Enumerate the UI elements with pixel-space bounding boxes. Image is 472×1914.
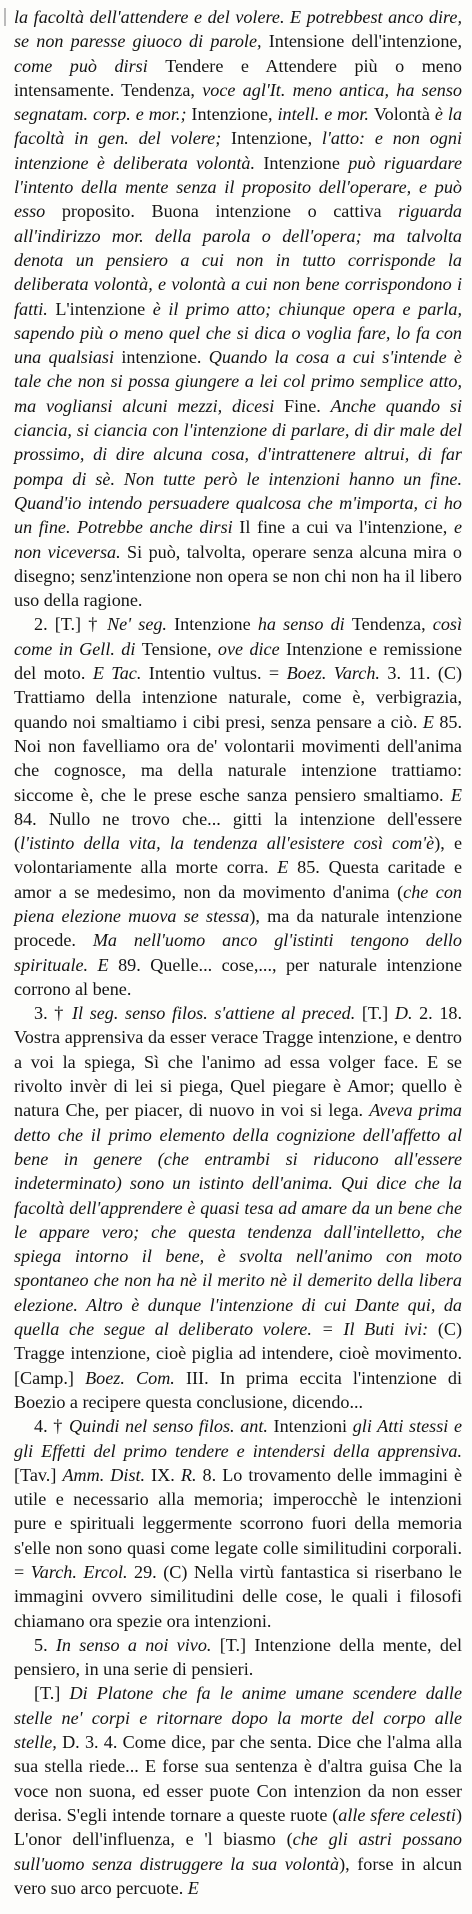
text-segment: ), ma da naturale intenzione procede.: [14, 905, 462, 951]
text-segment: voce agl'It. meno antica, ha senso segnatam. corp. e mor.;: [14, 79, 462, 125]
text-segment: 85. Questa caritade e amor a se medesimo, non da movimento d'anima (: [14, 857, 462, 902]
text-segment: 3. †: [34, 1003, 72, 1024]
text-segment: intenzione.: [121, 347, 209, 368]
text-segment: 3. 11. (C) Trattiamo della intenzione naturale, come è, verbigrazia, quando noi smaltiamo i cibi presi, senza pensare a ciò.: [14, 663, 462, 732]
text-segment: Volontà: [373, 104, 435, 125]
text-column: [14, 5, 462, 1900]
entry-4: [14, 1414, 462, 1633]
text-segment: gli Atti stessi e gli Effetti del primo tendere e intendersi della apprensiva.: [14, 1416, 463, 1461]
text-segment: Anche quando si ciancia, si ciancia con l'intenzione di parlare, di dir male del prossimo, di dire alcuna cosa, d'intrattenere altrui, di far pompa di sè. Non tutte però le intenzioni hanno un fine. Quand'io intendo persuadere qualcosa che m'importa, ci ho un fine. Potrebbe anche dirsi: [14, 395, 462, 538]
text-segment: [Tav.]: [14, 1464, 63, 1485]
text-segment: che gli astri possano sull'uomo senza distruggere la sua volontà: [14, 1829, 462, 1874]
entry-3: [14, 1001, 462, 1414]
entry-5: [14, 1633, 462, 1682]
text-segment: Varch. Ercol.: [30, 1562, 135, 1582]
text-segment: è il primo atto; chiunque opera e parla, sapendo più o meno quel che si dica o voglia fare, lo fa con una qualsiasi: [14, 298, 462, 368]
text-segment: Aveva prima detto che il primo elemento della cognizione dell'affetto al bene in genere (che entrambi si riducono all'essere indeterminato) sono un istinto dell'anima. Qui dice che la facoltà dell'apprendere è quasi tesa ad amare da un bene che le appare vero; che questa tendenza dall'intelletto, che spiega intorno il bene, è svolta nell'animo con moto spontaneo che non ha nè il merito nè il demerito della libera elezione. Altro è dunque l'intenzione di cui Dante qui, da quella che segue al deliberato volere. =: [14, 1100, 462, 1340]
text-segment: Buona intenzione o cattiva: [151, 201, 399, 222]
text-segment: E: [450, 784, 462, 805]
text-segment: E: [277, 857, 298, 878]
entry-5-platone: [14, 1681, 462, 1900]
text-segment: IX.: [151, 1464, 181, 1485]
text-segment: E: [422, 711, 440, 732]
text-segment: così come in Gell. di: [14, 614, 463, 659]
text-segment: 84. Nullo ne trovo che... gitti la intenzione dell'essere (: [14, 808, 462, 854]
text-segment: Intenzione,: [191, 104, 278, 125]
text-segment: 8. Lo trovamento delle immagini è utile e necessario alla memoria; imperocchè le intenzioni pure e spirituali leggermente scorrono fuori della memoria s'elle non sono quasi come legate colle similitudini corporali. =: [14, 1464, 463, 1582]
text-segment: Quando la cosa a cui s'intende è tale che non si possa giungere a lei col primo semplice atto, ma vogliansi alcuni mezzi, dicesi: [14, 347, 462, 416]
text-segment: 2. [T.] †: [34, 614, 108, 635]
text-segment: Intenzioni: [273, 1416, 353, 1437]
text-segment: Tendenza,: [351, 614, 433, 635]
text-segment: D. 3. 4. Come dice, par che senta. Dice che l'alma alla sua stella riede... E forse sua sentenza è d'altra guisa Che la voce non suona, ed esser puote Con intenzion da non esser derisa. S'egli intende tornare a queste ruote (: [14, 1732, 463, 1825]
text-segment: E: [187, 1877, 199, 1898]
text-segment: Boez. Varch.: [286, 663, 388, 684]
text-segment: Ma nell'uomo anco gl'istinti tengono dello spirituale. E: [14, 930, 462, 975]
text-segment: e non viceversa.: [14, 517, 462, 562]
text-segment: riguarda all'indirizzo mor. della parola o dell'opera; ma talvolta denota un pensiero a cui non in tutto corrisponde la deliberata volontà, e volontà a cui non bene corrispondono i fatti.: [14, 201, 462, 319]
text-segment: può riguardare l'intento della mente senza il proposito dell'operare, e può esso: [14, 152, 462, 222]
text-segment: Intensione dell'intenzione,: [268, 31, 462, 52]
text-segment: ha senso di: [257, 614, 352, 635]
entry-intro: [14, 5, 462, 612]
text-segment: ove dice: [217, 638, 287, 659]
text-segment: Tensione,: [141, 638, 218, 659]
text-segment: Di Platone che fa le anime umane scendere dalle stelle ne' corpi e ritornare dopo la morte del corpo alle stelle,: [14, 1683, 463, 1753]
text-segment: Tendere e Attendere più o meno intensamente. Tendenza,: [14, 55, 462, 100]
text-segment: [T.] Intenzione della mente, del pensiero, in una serie di pensieri.: [14, 1634, 462, 1680]
text-segment: Intentio vultus. =: [148, 663, 287, 684]
text-segment: che con piena elezione muova se stessa: [14, 881, 462, 926]
text-segment: l'atto: e non ogni intenzione è deliberata volontà.: [14, 128, 462, 173]
text-segment: Il Buti ivi:: [343, 1319, 438, 1340]
text-segment: Il seg. senso filos. s'attiene al preced.: [72, 1003, 362, 1024]
text-segment: 4. †: [34, 1416, 70, 1437]
text-segment: 29. (C) Nella virtù fantastica si riserbano le immagini ovvero similitudini delle cose, le quali i filosofi chiamano ora spezie ora intenzioni.: [14, 1562, 462, 1631]
text-segment: [T.]: [34, 1683, 70, 1704]
text-segment: III. In prima eccita l'intenzione di Boezio a recipere questa conclusione, dicendo...: [14, 1367, 462, 1412]
text-segment: Boez. Com.: [85, 1367, 186, 1388]
text-segment: 2. 18. Vostra apprensiva da esser verace Tragge intenzione, e dentro a voi la spiega, Sì che l'animo ad essa volger face. E se rivolto invèr di lei si piega, Quel piegare è Amor; quello è natura Che, per piacer, di nuovo in voi si lega.: [14, 1003, 463, 1121]
text-segment: proposito.: [61, 201, 152, 222]
text-segment: L'intenzione: [55, 298, 153, 319]
text-segment: Intenzione: [263, 152, 349, 173]
page-edge-mark: [4, 8, 6, 26]
text-segment: ) L'onor dell'influenza, e 'l biasmo (: [14, 1804, 462, 1850]
text-segment: Quindi nel senso filos. ant.: [69, 1416, 274, 1437]
entry-2: [14, 612, 462, 1001]
text-segment: ), e volontariamente alla morte corra.: [14, 833, 462, 878]
text-segment: 89. Quelle... cose,..., per naturale intenzione corrono al bene.: [14, 954, 462, 999]
text-segment: (C) Tragge intenzione, cioè piglia ad intendere, cioè movimento. [Camp.]: [14, 1319, 462, 1388]
text-segment: alle sfere celesti: [338, 1804, 456, 1825]
text-segment: In senso a noi vivo.: [55, 1634, 220, 1655]
text-segment: 85. Noi non favelliamo ora de' volontarii movimenti dell'anima che cognosce, ma della naturale intenzione trattiamo: siccome è, che le prese esche sanza pensiero smaltiamo.: [14, 711, 462, 805]
text-segment: come può dirsi: [14, 55, 166, 76]
text-segment: la facoltà dell'attendere e del volere. E potrebbest anco dire, se non paresse giuoco di parole,: [14, 7, 462, 52]
text-segment: Ne' seg.: [107, 614, 175, 635]
text-segment: Intenzione: [174, 614, 258, 635]
text-segment: Intenzione e remissione del moto.: [14, 638, 462, 684]
text-segment: [T.]: [361, 1003, 395, 1024]
text-segment: Fine.: [284, 395, 331, 416]
text-segment: E Tac.: [92, 663, 149, 684]
text-segment: Si può, talvolta, operare senza alcuna mira o disegno; senz'intenzione non opera se non chi non ha il libero uso della ragione.: [14, 541, 462, 611]
text-segment: 5.: [34, 1634, 56, 1655]
text-segment: è la facoltà in gen. del volere;: [14, 104, 463, 149]
text-segment: Il fine a cui va l'intenzione,: [239, 517, 454, 538]
text-segment: D.: [394, 1003, 420, 1024]
text-segment: Intenzione,: [231, 128, 322, 149]
text-segment: l'istinto della vita, la tendenza all'esistere così com'è: [20, 833, 435, 854]
text-segment: ), forse in alcun vero suo arco percuote.: [14, 1853, 462, 1898]
text-segment: R.: [180, 1464, 203, 1485]
text-segment: intell. e mor.: [277, 104, 374, 125]
text-segment: Amm. Dist.: [62, 1464, 152, 1485]
